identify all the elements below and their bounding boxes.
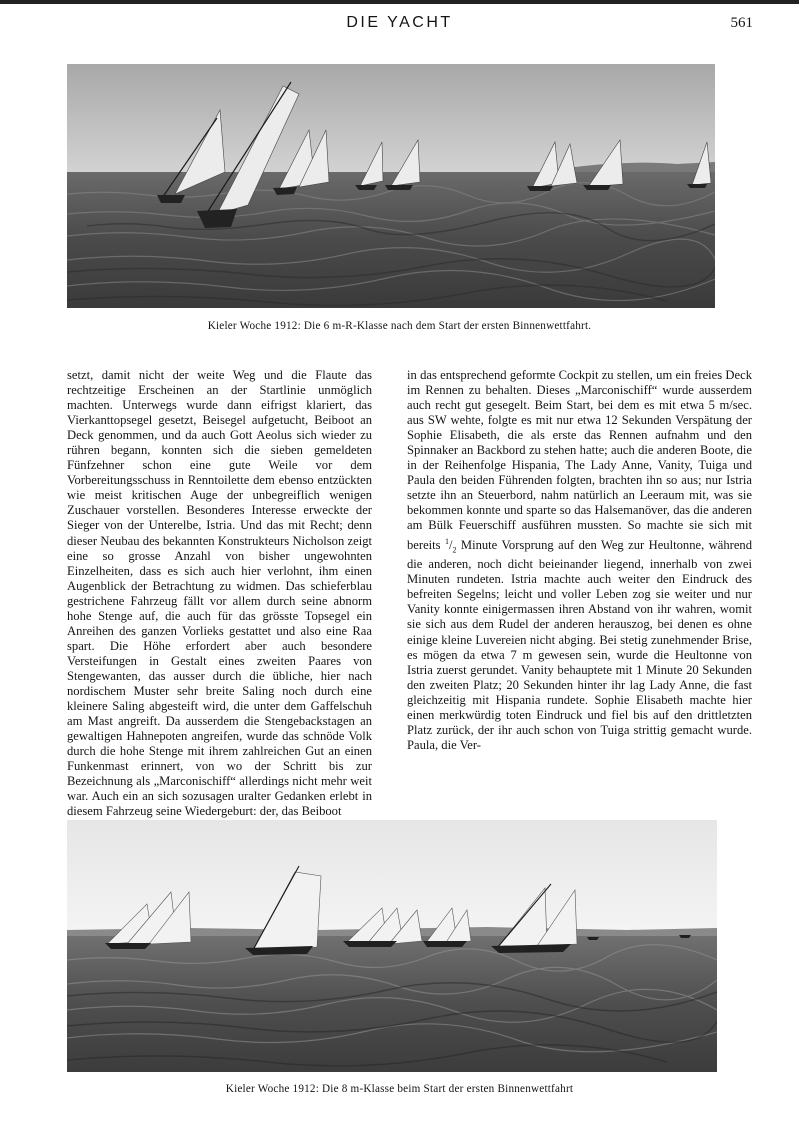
article-paragraph-right: in das entsprechend geformte Cockpit zu stellen, um ein freies Deck im Rennen zu behalten. Dieses „Marconischiff“ wurde ausserdem auch recht gut gesegelt. Beim Start, bei dem es mit etwa 5 m/sec. aus SW wehte, folgte es mit nur etwa 12 Sekunden Verspätung der Sophie Elisabeth, die als erste das Rennen aufnahm und den Spinnaker an Backbord zu stehen hatte; auch die anderen Boote, die in der Reihenfolge Hispania, The Lady Anne, Vanity, Tuiga und Paula den beiden Führenden folgten, brachten ihn so aus; nur Istria setzte ihn an Steuerbord, nahm natürlich an Leeraum mit, was sie bekommen konnte und sparte so das Halsemanöver, das die anderen am Bülk Feuerschiff ausführen mussten. So machte sie sich mit bereits $^1/_2$ Minute Vorsprung auf den Weg zur Heultonne, während die anderen, noch dicht beieinander liegend, innerhalb von zwei Minuten rundeten. Istria machte auch weiter den Eindruck des befreiten Segelns; leicht und voller Leben zog sie weiter und nur Vanity konnte einigermassen ihren Abstand von ihr wahren, womit sie sich aus dem Rudel der anderen herauszog, bei denen es ohne einige kleine Luvereien nicht abging. Bei stetig zunehmender Brise, es mögen da etwa 7 m gewesen sein, wurde die Heultonne von Istria zuerst gerundet. Vanity behauptete mit 1 Minute 20 Sekunden den zweiten Platz; 20 Sekunden hinter ihr lag Lady Anne, die fast gleichzeitig mit Hispania rundete. Sophie Elisabeth machte hier einen merkwürdig toten Eindruck und fiel bis auf den drittletzten Platz zurück, der ihr auch schon von Tuiga strittig gemacht wurde. Paula, die Ver- [407,368,752,752]
page-top-edge [0,0,799,4]
figure-caption-bottom: Kieler Woche 1912: Die 8 m-Klasse beim Start der ersten Binnenwettfahrt [225,1083,574,1095]
article-column-right [407,368,752,753]
figure-caption-top: Kieler Woche 1912: Die 6 m-R-Klasse nach dem Start der ersten Binnenwettfahrt. [207,320,592,332]
running-title: DIE YACHT [346,14,453,31]
article-column-left [67,368,372,819]
fraction-numerator: 1 [444,536,449,546]
page-number: 561 [730,15,753,31]
photo-8m-class-start [67,820,717,1072]
article-text-right-part2: Minute Vorsprung auf den Weg zur Heultonne, während die anderen, noch dicht beieinander liegend, innerhalb von zwei Minuten rundeten. Istria machte auch weiter den Eindruck des befreiten Segelns; leicht und voller Leben zog sie weiter und nur Vanity konnte einigermassen ihren Abstand von ihr wahren, womit sie sich aus dem Rudel der anderen herauszog, bei denen es ohne einige kleine Luvereien nicht abging. Bei stetig zunehmender Brise, es mögen da etwa 7 m gewesen sein, wurde die Heultonne von Istria zuerst gerundet. Vanity behauptete mit 1 Minute 20 Sekunden den zweiten Platz; 20 Sekunden hinter ihr lag Lady Anne, die fast gleichzeitig mit Hispania rundete. Sophie Elisabeth machte hier einen merkwürdig toten Eindruck und fiel bis auf den drittletzten Platz zurück, der ihr auch schon von Tuiga strittig gemacht wurde. Paula, die Ver- [407,537,752,752]
article-paragraph-left: setzt, damit nicht der weite Weg und die Flaute das rechtzeitige Erscheinen an der Startlinie unmöglich machten. Unterwegs wurde dann eifrigst klariert, das Vierkanttopsegel gesetzt, Beisegel aufgetucht, Beiboot an Deck genommen, und da auch Gott Aeolus sich wieder zu rühren begann, konnten sich die sieben gemeldeten Fünfzehner schon eine gute Weile vor dem Vorbereitungsschuss in Renntoilette dem ebenso entzückten wie meist kritischen Auge der unbegreiflich wenigen Zuschauer vorstellen. Besonderes Interesse erweckte der Sieger von der Unterelbe, Istria. Und das mit Recht; denn dieser Neubau des bekannten Konstrukteurs Nicholson zeigt eine so grosse Anzahl von bisher ungewohnten Einzelheiten, dass es sich auch hier verlohnt, ihm einen Augenblick der Betrachtung zu widmen. Das schieferblau gestrichene Fahrzeug fällt vor allem durch seine abnorm hohe Stenge auf, die auch für das grösste Topsegel ein Anreihen des ganzen Vorlieks gestattet und also eine Raa spart. Die Höhe erfordert aber auch besondere Versteifungen in Gestalt eines zweiten Paares von Stengewanten, das ausser durch die übliche, hier nach nordischem Muster sehr breite Saling noch durch eine kleinere Saling abgesteift wird, die unter dem Gaffelschuh am Mast angreift. Da ausserdem die Stengebackstagen an gewaltigen Hahnepoten angreifen, wurde das schnöde Volk durch die hohe Stenge mit ihrem zahlreichen Gut an einen Funkenmast erinnert, von wo der Schritt bis zur Bezeichnung als „Marconischiff“ allerdings nicht mehr weit war. Auch ein an sich sozusagen uralter Gedanken erlebt in diesem Fahrzeug seine Wiedergeburt: der, das Beiboot [67,368,372,819]
article-text-right-part1: in das entsprechend geformte Cockpit zu stellen, um ein freies Deck im Rennen zu behalten. Dieses „Marconischiff“ wurde ausserdem auch recht gut gesegelt. Beim Start, bei dem es mit etwa 5 m/sec. aus SW wehte, folgte es mit nur etwa 12 Sekunden Verspätung der Sophie Elisabeth, die als erste das Rennen aufnahm und den Spinnaker an Backbord zu stehen hatte; auch die anderen Boote, die in der Reihenfolge Hispania, The Lady Anne, Vanity, Tuiga und Paula den beiden Führenden folgten, brachten ihn so aus; nur Istria setzte ihn an Steuerbord, nahm natürlich an Leeraum mit, was sie bekommen konnte und sparte so das Halsemanöver, das die anderen am Bülk Feuerschiff ausführen mussten. So machte sie sich mit bereits [407,368,752,552]
fraction-denominator: 2 [452,545,457,555]
photo-6m-r-class-start [67,64,715,308]
